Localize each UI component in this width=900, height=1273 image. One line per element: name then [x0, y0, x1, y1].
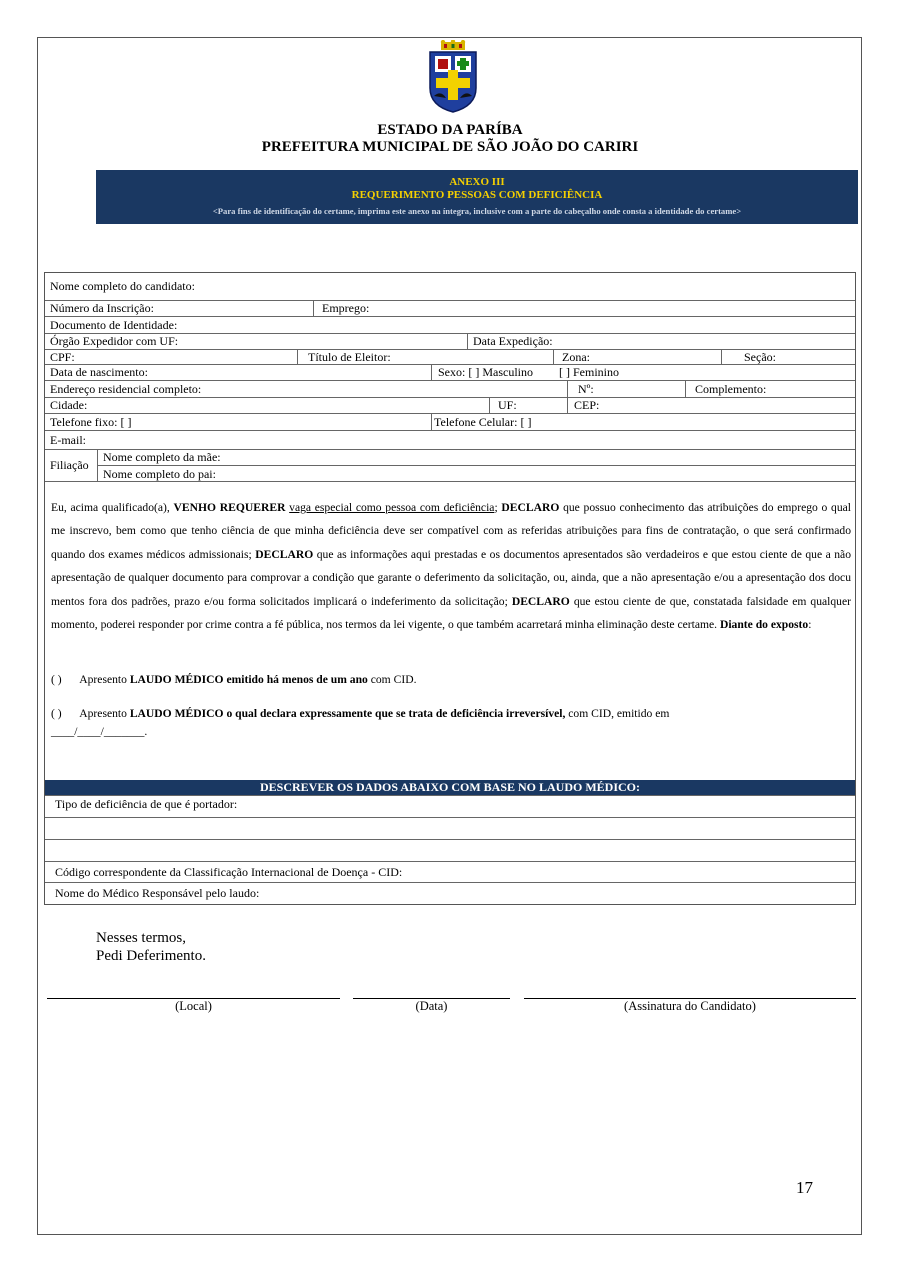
form-row-filiacao	[45, 450, 855, 482]
mother-name-field[interactable]: Nome completo da mãe:	[98, 450, 855, 466]
cep-field[interactable]: CEP:	[567, 398, 855, 413]
annex-number: ANEXO III	[449, 176, 505, 188]
coat-of-arms-icon	[426, 40, 480, 114]
form-row-birth	[45, 365, 855, 381]
closing-text	[96, 929, 206, 965]
complement-field[interactable]: Complemento:	[685, 381, 855, 397]
city-field[interactable]: Cidade:	[50, 398, 88, 412]
date-signature-line[interactable]: (Data)	[353, 998, 510, 1017]
emission-date-blank[interactable]: ____/____/_______.	[51, 725, 148, 738]
application-form	[44, 272, 856, 905]
email-field[interactable]: E-mail:	[50, 432, 86, 447]
form-row-doctor	[45, 883, 855, 904]
form-row-address	[45, 381, 855, 398]
form-row-deficiency-type	[45, 795, 855, 818]
annex-title: REQUERIMENTO PESSOAS COM DEFICIÊNCIA	[351, 189, 603, 201]
form-row-phone	[45, 414, 855, 431]
option-laudo-recent: ( ) Apresento LAUDO MÉDICO emitido há menos de um ano com CID.	[51, 671, 851, 689]
cpf-field[interactable]: CPF:	[50, 349, 75, 364]
form-row-city	[45, 398, 855, 414]
crown-icon	[441, 40, 465, 50]
page-number: 17	[796, 1178, 813, 1197]
closing-line-1: Nesses termos,	[96, 930, 186, 946]
option-laudo-irreversible-checkbox[interactable]: ( )	[51, 707, 62, 720]
section-field[interactable]: Seção:	[721, 350, 855, 364]
option-laudo-recent-checkbox[interactable]: ( )	[51, 673, 62, 686]
municipality-heading: PREFEITURA MUNICIPAL DE SÃO JOÃO DO CARIRI	[261, 139, 639, 155]
filiacao-label: Filiação	[45, 450, 98, 481]
issue-date-field[interactable]: Data Expedição:	[467, 334, 855, 349]
sex-female-option[interactable]: [ ] Feminino	[559, 365, 619, 379]
form-row-identity	[45, 317, 855, 334]
doctor-name-field[interactable]: Nome do Médico Responsável pelo laudo:	[55, 886, 260, 900]
number-field[interactable]: Nº:	[567, 381, 685, 397]
address-field[interactable]: Endereço residencial completo:	[50, 381, 202, 396]
form-row-deficiency-blank-1[interactable]	[45, 818, 855, 840]
issuer-field[interactable]: Órgão Expedidor com UF:	[50, 334, 179, 348]
candidate-signature-line[interactable]: (Assinatura do Candidato)	[524, 998, 856, 1017]
form-row-cid	[45, 862, 855, 883]
inscription-number-field[interactable]: Número da Inscrição:	[50, 301, 154, 315]
state-heading: ESTADO DA PARÍBA	[377, 122, 523, 138]
zone-field[interactable]: Zona:	[553, 350, 721, 364]
local-signature-line[interactable]: (Local)	[47, 998, 340, 1017]
medical-section-title: DESCREVER OS DADOS ABAIXO COM BASE NO LAUDO MÉDICO:	[45, 780, 855, 795]
sex-field	[431, 365, 855, 380]
full-name-field[interactable]: Nome completo do candidato:	[50, 279, 195, 293]
annex-banner	[96, 170, 858, 224]
voter-title-field[interactable]: Título de Eleitor:	[297, 350, 553, 364]
form-row-cpf	[45, 350, 855, 365]
declaration-text: Eu, acima qualificado(a), VENHO REQUERER vaga especial como pessoa com deficiência; DECLARO que possuo conhecimento das atribuições do emprego o qual me inscrevo, bem como que tenho ciência de que minha deficiência deve ser compatível com as referidas atribuições para fins de contratação, o que será confirmado quando dos exames médicos admissionais; DECLARO que as informações aqui prestadas e os documentos apresentados são verdadeiros e que estou ciente de que a não apresentação de qualquer documento para comprovar a condição que garante o deferimento da solicitação, ou, ainda, que a não apresentação e/ou a apresentação dos docu mentos fora dos padrões, prazo e/ou forma solicitados implicará o indeferimento da solicitação; DECLARO que estou ciente de que, constatada falsidade em qualquer momento, poderei responder por crime contra a fé pública, nos termos da lei vigente, o que também acarretará minha eliminação deste certame. Diante do exposto:	[51, 501, 851, 632]
identity-document-field[interactable]: Documento de Identidade:	[50, 317, 178, 332]
form-row-email	[45, 431, 855, 450]
birth-date-field[interactable]: Data de nascimento:	[50, 365, 148, 379]
form-row-deficiency-blank-2[interactable]	[45, 840, 855, 862]
form-row-issuer	[45, 334, 855, 350]
closing-line-2: Pedi Deferimento.	[96, 948, 206, 964]
deficiency-type-field[interactable]: Tipo de deficiência de que é portador:	[55, 797, 238, 811]
cid-code-field[interactable]: Código correspondente da Classificação Internacional de Doença - CID:	[55, 864, 403, 879]
mobile-field[interactable]: Telefone Celular: [ ]	[431, 414, 855, 430]
job-field[interactable]: Emprego:	[313, 301, 855, 316]
option-laudo-irreversible: ( ) Apresento LAUDO MÉDICO o qual declara expressamente que se trata de deficiência irreversível, com CID, emitido em ____/____/_______.	[51, 705, 851, 741]
uf-field[interactable]: UF:	[489, 398, 567, 413]
form-row-name	[45, 273, 855, 301]
annex-note: <Para fins de identificação do certame, imprima este anexo na íntegra, inclusive com a parte do cabeçalho onde consta a identidade do certame>	[212, 206, 742, 216]
landline-field[interactable]: Telefone fixo: [ ]	[50, 414, 132, 429]
father-name-field[interactable]: Nome completo do pai:	[103, 466, 216, 481]
form-row-inscription	[45, 301, 855, 317]
sex-male-option[interactable]: Sexo: [ ] Masculino	[438, 365, 533, 379]
